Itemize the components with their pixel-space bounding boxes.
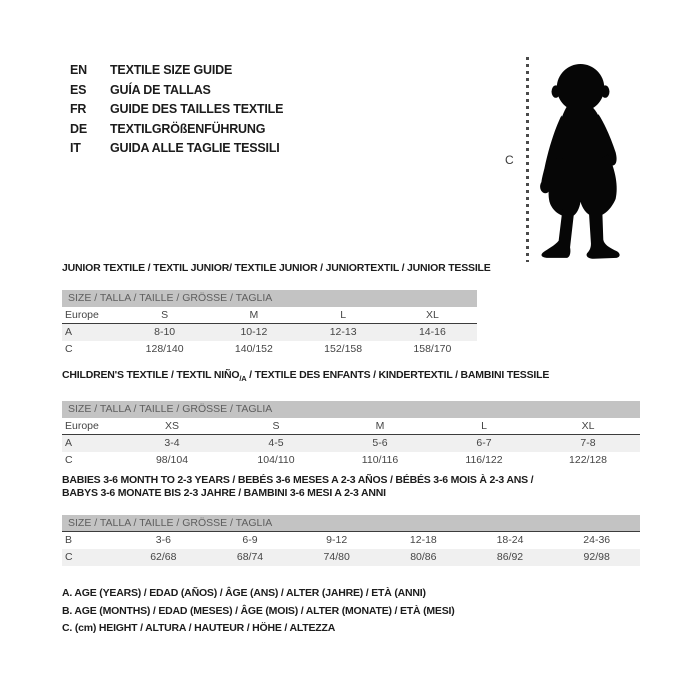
table-cell: 74/80 [323, 551, 350, 563]
table-cell: 24-36 [583, 534, 611, 546]
table-row [62, 549, 640, 566]
language-title: GUIDA ALLE TAGLIE TESSILI [110, 141, 280, 155]
table-cell: S [272, 420, 280, 433]
table-row [62, 532, 640, 549]
table-cell: L [340, 309, 347, 321]
size-header-bar: SIZE / TALLA / TAILLE / GRÖSSE / TAGLIA [62, 401, 640, 418]
legend-line: A. AGE (YEARS) / EDAD (AÑOS) / ÂGE (ANS) / ALTER (JAHRE) / ETÀ (ANNI) [62, 587, 426, 599]
language-title-block [70, 61, 283, 159]
table-row [62, 341, 477, 358]
table-cell: XL [581, 420, 595, 433]
junior-size-table [62, 262, 491, 358]
language-row [70, 139, 283, 159]
table-cell: 68/74 [236, 551, 264, 563]
baby-figure [505, 55, 650, 267]
row-label: C [65, 454, 73, 467]
children-size-table [62, 369, 640, 469]
table-title-text: CHILDREN'S TEXTILE / TEXTIL NIÑO [62, 369, 240, 381]
table-cell: 128/140 [145, 343, 184, 355]
language-row [70, 81, 283, 101]
language-code: ES [70, 82, 87, 97]
table-body [62, 532, 640, 566]
table-title-line2: BABYS 3-6 MONATE BIS 2-3 JAHRE / BAMBINI 3-6 MESI A 2-3 ANNI [62, 487, 386, 499]
measure-legend [62, 585, 455, 638]
table-row [62, 418, 640, 435]
table-cell: 104/110 [257, 454, 295, 467]
table-cell: 80/86 [410, 551, 437, 563]
table-cell: XL [425, 309, 439, 321]
height-measure-label: C [505, 153, 514, 167]
table-row [62, 452, 640, 469]
table-title [62, 369, 640, 385]
table-body [62, 307, 477, 358]
table-cell: 3-4 [164, 437, 180, 450]
table-cell: 140/152 [234, 343, 273, 355]
table-cell: M [375, 420, 385, 433]
row-label: A [65, 437, 73, 450]
row-label: C [65, 551, 73, 563]
table-row [62, 307, 477, 324]
table-cell: 3-6 [155, 534, 171, 546]
table-cell: 4-5 [268, 437, 284, 450]
language-title: TEXTILE SIZE GUIDE [110, 63, 233, 77]
table-title-subscript: /A [239, 374, 247, 384]
table-row [62, 324, 477, 341]
table-cell: 12-13 [329, 326, 357, 338]
table-cell: 7-8 [580, 437, 596, 450]
table-cell: 122/128 [569, 454, 607, 467]
language-row [70, 61, 283, 81]
table-title: JUNIOR TEXTILE / TEXTIL JUNIOR/ TEXTILE JUNIOR / JUNIORTEXTIL / JUNIOR TESSILE [62, 262, 491, 274]
row-label: Europe [65, 420, 99, 433]
language-code: FR [70, 102, 87, 116]
table-cell: 116/122 [465, 454, 503, 467]
babies-size-table [62, 474, 640, 566]
table-cell: 6-7 [476, 437, 492, 450]
legend-line: C. (cm) HEIGHT / ALTURA / HAUTEUR / HÖHE / ALTEZZA [62, 622, 336, 634]
row-label: Europe [65, 309, 99, 321]
table-cell: 8-10 [154, 326, 176, 338]
table-cell: 92/98 [583, 551, 610, 563]
language-code: EN [70, 63, 87, 77]
table-cell: 9-12 [326, 534, 348, 546]
table-cell: 6-9 [242, 534, 258, 546]
height-dotted-line-icon [526, 57, 529, 262]
table-cell: 86/92 [496, 551, 524, 563]
table-cell: 10-12 [240, 326, 268, 338]
language-code: DE [70, 121, 87, 136]
row-label: A [65, 326, 73, 338]
row-label: B [65, 534, 73, 546]
language-title: GUIDE DES TAILLES TEXTILE [110, 102, 284, 116]
table-cell: 5-6 [372, 437, 388, 450]
table-cell: 18-24 [496, 534, 524, 546]
language-row [70, 100, 283, 120]
language-title: TEXTILGRÖßENFÜHRUNG [110, 121, 266, 136]
table-cell: M [249, 309, 259, 321]
language-row [70, 120, 283, 140]
table-cell: 152/158 [324, 343, 363, 355]
toddler-silhouette-icon [533, 57, 628, 262]
table-cell: 14-16 [418, 326, 446, 338]
table-cell: 110/116 [361, 454, 399, 467]
language-code: IT [70, 141, 81, 155]
size-header-bar: SIZE / TALLA / TAILLE / GRÖSSE / TAGLIA [62, 290, 477, 307]
table-row [62, 435, 640, 452]
table-cell: S [161, 309, 169, 321]
table-cell: 62/68 [150, 551, 177, 563]
table-cell: 158/170 [413, 343, 452, 355]
row-label: C [65, 343, 73, 355]
size-header-bar: SIZE / TALLA / TAILLE / GRÖSSE / TAGLIA [62, 515, 640, 532]
table-cell: 98/104 [155, 454, 189, 467]
language-title: GUÍA DE TALLAS [110, 82, 211, 97]
table-body [62, 418, 640, 469]
table-cell: L [481, 420, 487, 433]
table-cell: XS [164, 420, 179, 433]
table-cell: 12-18 [409, 534, 437, 546]
table-title-line1: BABIES 3-6 MONTH TO 2-3 YEARS / BEBÉS 3-6 MESES A 2-3 AÑOS / BÉBÉS 3-6 MOIS À 2-3 ANS / [62, 474, 534, 486]
table-title-text: / TEXTILE DES ENFANTS / KINDERTEXTIL / BAMBINI TESSILE [246, 369, 550, 381]
legend-line: B. AGE (MONTHS) / EDAD (MESES) / ÂGE (MOIS) / ALTER (MONATE) / ETÀ (MESI) [62, 604, 455, 617]
